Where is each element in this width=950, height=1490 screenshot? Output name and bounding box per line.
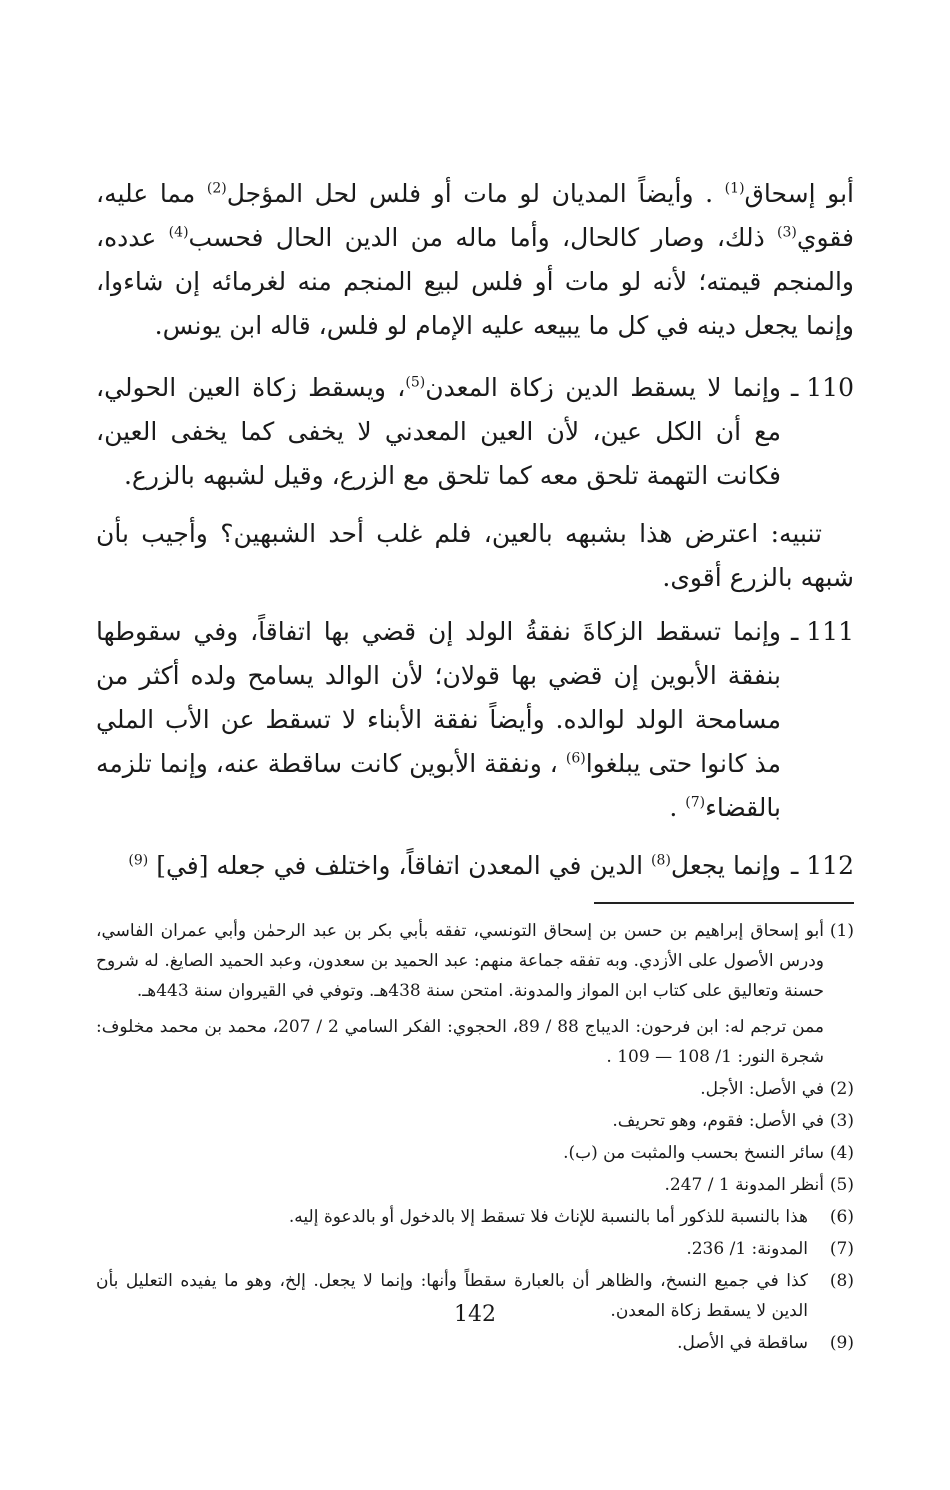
footnote-ref-7[interactable]: (7) (685, 794, 706, 811)
footnote-9 (96, 1328, 854, 1358)
footnote-text: المدونة: 1/ 236. (686, 1239, 808, 1259)
text-run: مما عليه، فقوي (96, 179, 854, 252)
footnote-ref-2[interactable]: (2) (206, 180, 227, 197)
footnote-ref-6[interactable]: (6) (565, 750, 586, 767)
note-text: تنبيه: اعترض هذا بشبهه بالعين، فلم غلب أحد الشبهين؟ وأجيب بأن شبهه بالزرع أقوى. (96, 519, 854, 592)
item-number: 112 ـ (791, 851, 854, 880)
item-112 (96, 844, 854, 888)
footnote-text: كذا في جميع النسخ، والظاهر أن بالعبارة سقطاً وأنها: وإنما لا يجعل. إلخ، وهو ما يفيده التعليل بأن الدين لا يسقط زكاة المعدن. (96, 1271, 808, 1321)
item-text (96, 610, 781, 830)
footnote-number: (9) (829, 1333, 854, 1353)
text-run: ، ويسقط زكاة العين الحولي، مع أن الكل عين، لأن العين المعدني لا يخفى كما يخفى العين، فكانت التهمة تلحق معه كما تلحق مع الزرع، وقيل لشبهه بالزرع. (96, 373, 781, 490)
footnote-text: في الأصل: فقوم، وهو تحريف. (612, 1111, 824, 1131)
text-run: الدين في المعدن اتفاقاً، واختلف في جعله [في] (156, 851, 652, 880)
page-number: 142 (454, 1302, 496, 1327)
footnote-4 (96, 1138, 854, 1168)
footnote-1 (96, 916, 854, 1006)
footnote-number: (4) (829, 1143, 854, 1163)
text-run: وإنما لا يسقط الدين زكاة المعدن (425, 373, 781, 402)
footnote-7 (96, 1234, 854, 1264)
footnote-number: (7) (829, 1239, 854, 1259)
footnotes-section (96, 916, 854, 1358)
footnote-text: سائر النسخ بحسب والمثبت من (ب). (563, 1143, 824, 1163)
footnote-text: أنظر المدونة 1 / 247. (664, 1175, 824, 1195)
footnote-number: (3) (829, 1111, 854, 1131)
footnote-ref-8[interactable]: (8) (651, 852, 671, 869)
footnote-number: (1) (829, 921, 854, 941)
text-run: ، ونفقة الأبوين كانت ساقطة عنه، وإنما تلزمه بالقضاء (96, 749, 781, 822)
text-run: ذلك، وصار كالحال، وأما ماله من الدين الحال فحسب (188, 223, 778, 252)
footnote-number: (5) (829, 1175, 854, 1195)
footnote-6 (96, 1202, 854, 1232)
footnote-5 (96, 1170, 854, 1200)
text-run: . (669, 793, 686, 822)
item-111 (96, 610, 854, 830)
item-110 (96, 366, 854, 498)
note-paragraph (96, 512, 854, 600)
footnote-ref-3[interactable]: (3) (777, 224, 797, 241)
footnote-ref-4[interactable]: (4) (168, 224, 189, 241)
item-text (96, 844, 781, 888)
intro-paragraph (96, 172, 854, 348)
footnote-text: في الأصل: الأجل. (700, 1079, 824, 1099)
footnote-number: (2) (829, 1079, 854, 1099)
footnote-2 (96, 1074, 854, 1104)
item-text (96, 366, 781, 498)
footnote-number: (6) (829, 1207, 854, 1227)
footnote-1-continuation: ممن ترجم له: ابن فرحون: الديباج 88 / 89، الحجوي: الفكر السامي 2 / 207، محمد بن محمد مخلوف: شجرة النور: 1/ 108 — 109 . (96, 1017, 825, 1067)
footnote-text: هذا بالنسبة للذكور أما بالنسبة للإناث فلا تسقط إلا بالدخول أو بالدعوة إليه. (288, 1207, 808, 1227)
footnote-number: (8) (829, 1271, 854, 1291)
footnote-divider (594, 902, 854, 904)
text-run: أبو إسحاق (744, 179, 854, 208)
footnote-ref-9[interactable]: (9) (128, 852, 149, 869)
item-number: 110 ـ (791, 373, 854, 402)
footnote-text: ساقطة في الأصل. (677, 1333, 808, 1353)
main-text (96, 172, 854, 888)
item-number: 111 ـ (791, 617, 854, 646)
page-content (96, 172, 854, 1360)
footnote-text: أبو إسحاق إبراهيم بن حسن بن إسحاق التونسي، تفقه بأبي بكر بن عبد الرحمٰن وأبي عمران الفاسي، ودرس الأصول على الأزدي. وبه تفقه جماعة منهم: عبد الحميد بن سعدون، وعبد الحميد الصايغ. له شروح حسنة وتعاليق على كتاب ابن المواز والمدونة. امتحن سنة 438هـ. وتوفي في القيروان سنة 443هـ. (96, 921, 824, 1001)
footnote-ref-1[interactable]: (1) (724, 180, 745, 197)
text-run: وإنما يجعل (670, 851, 781, 880)
text-run: . وأيضاً المديان لو مات أو فلس لحل المؤجل (226, 179, 725, 208)
text-run: عدده، والمنجم قيمته؛ لأنه لو مات أو فلس لبيع المنجم منه لغرمائه إن شاءوا، وإنما يجعل دينه في كل ما يبيعه عليه الإمام لو فلس، قاله ابن يونس. (96, 223, 854, 340)
footnote-3 (96, 1106, 854, 1136)
text-run: وإنما تسقط الزكاةَ نفقةُ الولد إن قضي بها اتفاقاً، وفي سقوطها بنفقة الأبوين إن قضي بها قولان؛ لأن الوالد يسامح ولده أكثر من مسامحة الولد لوالده. وأيضاً نفقة الأبناء لا تسقط عن الأب الملي مذ كانوا حتى يبلغوا (96, 617, 781, 778)
footnote-ref-5[interactable]: (5) (405, 374, 426, 391)
